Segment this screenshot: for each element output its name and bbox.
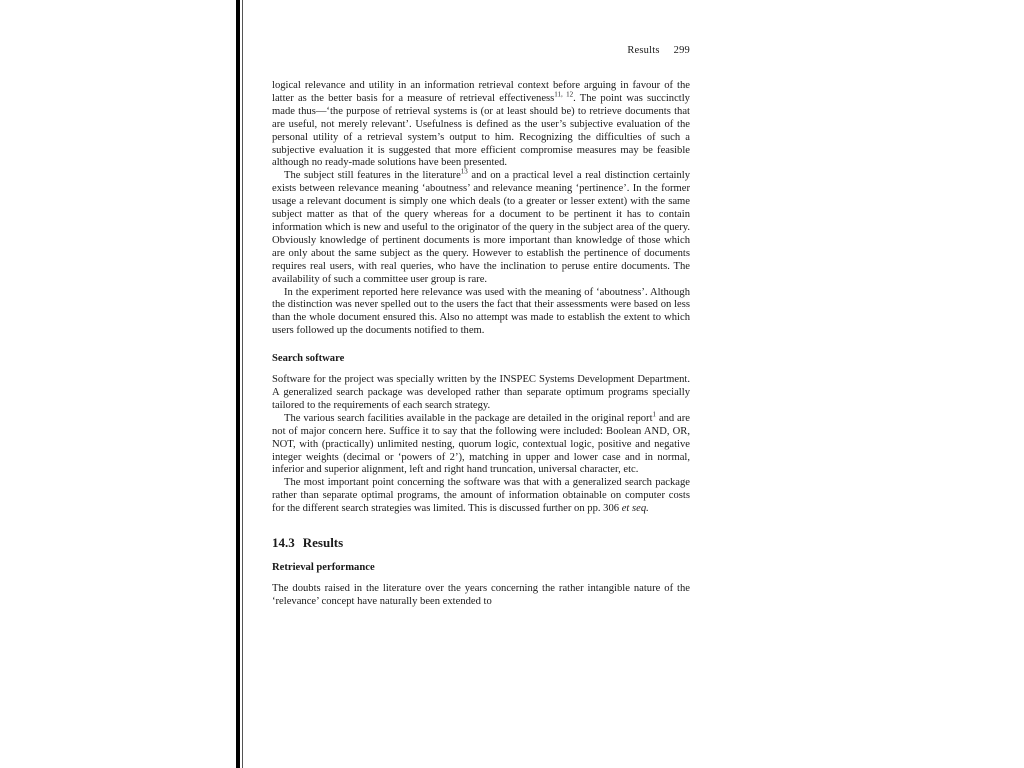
- subheading-search-software: Search software: [272, 353, 345, 365]
- paragraph-software-point: The most important point concerning the software was that with a generalized search package rather than separate optimal programs, the amount of information obtainable on computer costs for the different search strategies was limited. This is discussed further on pp. 306 et seq.: [272, 477, 690, 515]
- book-binding-line: [242, 0, 243, 768]
- page-number: 299: [673, 45, 690, 56]
- paragraph-experiment-relevance: In the experiment reported here relevance was used with the meaning of ‘aboutness’. Although the distinction was never spelled out to the users the fact that their assessments were based on less than the whole document ensured this. Also no attempt was made to establish the extent to which users followed up the documents notified to them.: [272, 286, 690, 337]
- paragraph-doubts-relevance: The doubts raised in the literature over the years concerning the rather intangible nature of the ‘relevance’ concept have naturally been extended to: [272, 583, 690, 607]
- paragraph-search-facilities: The various search facilities available in the package are detailed in the original report$^1$ and are not of major concern here. Suffice it to say that the following were included: Boolean AND, OR, NOT, with (practically) unlimited nesting, quorum logic, contextual logic, positive and negative integer weights (decimal or ‘powers of 2’), matching in upper and lower case and in normal, inferior and superior alignment, left and right hand truncation, universal character, etc.: [272, 410, 690, 476]
- section-heading-results: [272, 535, 690, 550]
- paragraph-relevance-utility: logical relevance and utility in an information retrieval context before arguing in favour of the latter as the better basis for a measure of retrieval effectiveness$^{11, 12}$. The point was succinctly made thus—‘the purpose of retrieval systems is (or at least should be) to retrieve documents that are useful, not merely relevant’. Usefulness is defined as the user’s subjective evaluation of the personal utility of a retrieval system’s output to him. Recognizing the difficulties of such a subjective evaluation it is suggested that more efficient compromise measures may be feasible although no ready-made solutions have been presented.: [272, 80, 690, 169]
- paragraph-software-project: Software for the project was specially written by the INSPEC Systems Development Department. A generalized search package was developed rather than separate optimum programs specially tailored to the requirements of each search strategy.: [272, 374, 690, 411]
- section-title: Results: [302, 535, 344, 551]
- citation-11-12: 11, 12: [554, 90, 574, 99]
- citation-13: 13: [460, 167, 468, 176]
- book-binding-edge: [236, 0, 240, 768]
- citation-1: 1: [652, 410, 657, 419]
- subheading-retrieval-performance: Retrieval performance: [272, 562, 375, 574]
- running-head: [272, 45, 690, 56]
- section-number: 14.3: [272, 535, 295, 551]
- paragraph-aboutness-pertinence: The subject still features in the literature$^{13}$ and on a practical level a real distinction certainly exists between relevance meaning ‘aboutness’ and relevance meaning ‘pertinence’. In the former usage a relevant document is simply one which deals (to a greater or lesser extent) with the same subject matter as that of the query whereas for a document to be pertinent it has to contain information which is new and useful to the originator of the query in the subject area of the query. Obviously knowledge of pertinent documents is more important than knowledge of those which are only about the same subject as the query. However to establish the pertinence of documents requires real users, with real queries, who have the inclination to peruse entire documents. The availability of such a committee user group is rare.: [272, 167, 691, 285]
- body-text: [272, 80, 690, 609]
- running-head-section: Results: [627, 45, 660, 56]
